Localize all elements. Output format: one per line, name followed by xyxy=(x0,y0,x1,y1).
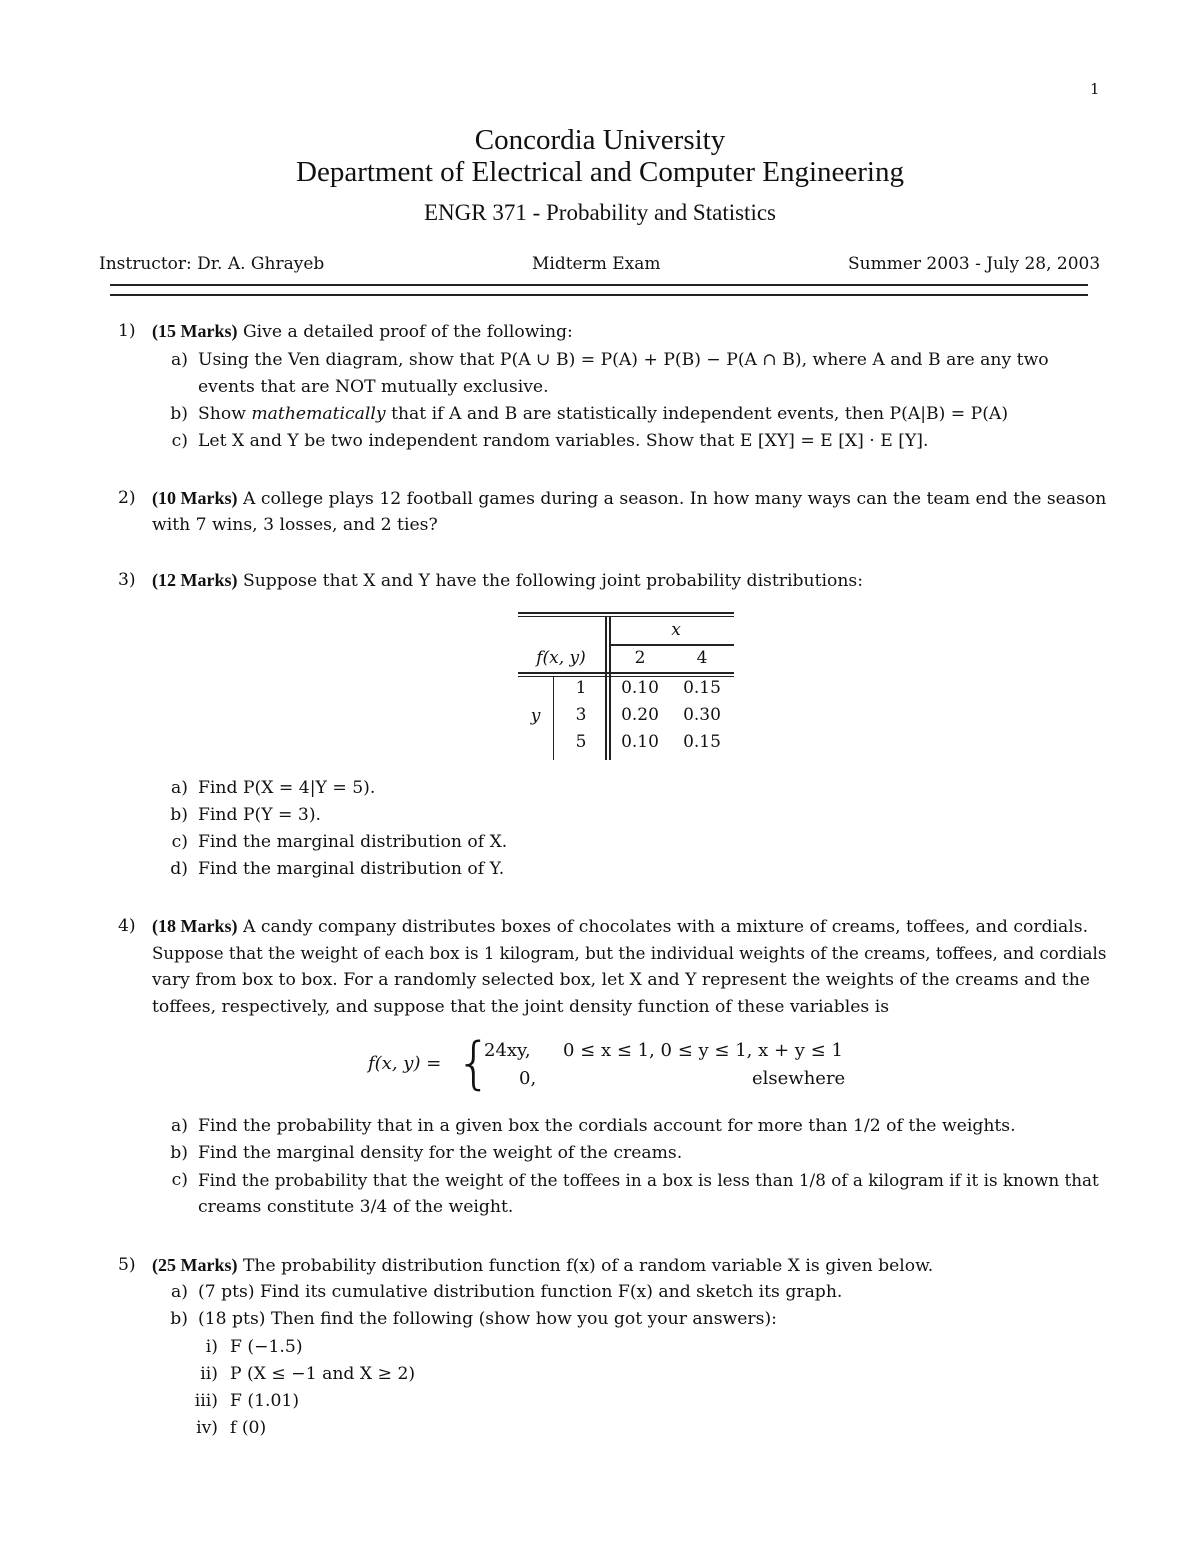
part-text: Find the marginal density for the weight of the creams. xyxy=(198,1143,683,1163)
exam-title: Midterm Exam xyxy=(532,254,661,274)
density-lhs-text: f(x, y) = xyxy=(368,1053,442,1074)
part-label: c) xyxy=(171,832,188,852)
course-title: ENGR 371 - Probability and Statistics xyxy=(423,200,776,225)
page-number: 1 xyxy=(1090,80,1100,98)
part-label: a) xyxy=(171,1282,188,1302)
table-cell: 0.30 xyxy=(683,705,721,725)
university-title: Concordia University xyxy=(474,124,726,156)
part-label: b) xyxy=(170,1309,188,1329)
question-1 xyxy=(0,318,1200,348)
part-text: Find P(X = 4|Y = 5). xyxy=(198,778,376,798)
subpart-label: ii) xyxy=(200,1364,218,1384)
question-text: The probability distribution function f(x) of a random variable X is given below. xyxy=(242,1256,934,1276)
part-text-cont: creams constitute 3/4 of the weight. xyxy=(198,1197,514,1217)
subpart-label: i) xyxy=(205,1337,218,1357)
question-4-part-b xyxy=(0,1140,1200,1168)
part-label: c) xyxy=(171,1170,188,1190)
question-text: Give a detailed proof of the following: xyxy=(242,322,573,342)
question-2 xyxy=(0,485,1200,541)
part-label: b) xyxy=(170,404,188,424)
question-3-part-c xyxy=(0,829,1200,857)
table-cell: 0.20 xyxy=(621,705,659,725)
part-text: Using the Ven diagram, show that P(A ∪ B) = P(A) + P(B) − P(A ∩ B), where A and B are any two xyxy=(198,350,1049,370)
part-label: b) xyxy=(170,1143,188,1163)
subpart-text: f (0) xyxy=(230,1418,267,1438)
table-cell: 0.15 xyxy=(683,678,721,698)
table-cell: 0.10 xyxy=(621,732,659,752)
part-text: Find the probability that the weight of the toffees in a box is less than 1/8 of a kilogram if it is known that xyxy=(198,1170,1099,1190)
x-axis-label: x xyxy=(671,620,681,640)
part-label: c) xyxy=(171,431,188,451)
density-case-1-cond: 0 ≤ x ≤ 1, 0 ≤ y ≤ 1, x + y ≤ 1 xyxy=(563,1040,843,1061)
part-text: Find the probability that in a given box the cordials account for more than 1/2 of the weights. xyxy=(198,1116,1016,1136)
density-case-2-cond: elsewhere xyxy=(752,1068,846,1089)
question-1-part-c xyxy=(0,428,1200,456)
x-value: 2 xyxy=(634,648,646,668)
question-5-subpart xyxy=(0,1415,1200,1443)
question-4-part-c xyxy=(0,1167,1200,1223)
question-5-part-b xyxy=(0,1306,1200,1334)
y-value: 5 xyxy=(575,732,587,752)
subpart-label: iv) xyxy=(196,1418,218,1438)
question-text: Suppose that X and Y have the following joint probability distributions: xyxy=(242,571,864,591)
department-title: Department of Electrical and Computer Engineering xyxy=(296,156,904,188)
y-axis-label: y xyxy=(530,706,541,726)
brace-icon: { xyxy=(456,1031,492,1096)
question-number: 4) xyxy=(118,916,136,936)
y-value: 1 xyxy=(575,678,587,698)
question-3-part-a xyxy=(0,775,1200,803)
question-text-cont: Suppose that the weight of each box is 1 kilogram, but the individual weights of the creams, toffees, and cordials xyxy=(152,944,1107,963)
question-marks: (25 Marks) xyxy=(152,1255,238,1275)
part-text: (7 pts) Find its cumulative distribution function F(x) and sketch its graph. xyxy=(198,1282,843,1302)
exam-date: Summer 2003 - July 28, 2003 xyxy=(848,254,1101,274)
question-number: 5) xyxy=(118,1255,136,1275)
question-4 xyxy=(0,913,1200,1023)
table-cell: 0.10 xyxy=(621,678,659,698)
joint-probability-table xyxy=(518,612,734,760)
subpart-text: F (−1.5) xyxy=(230,1337,303,1357)
question-marks: (18 Marks) xyxy=(152,916,238,936)
question-5-subpart xyxy=(0,1361,1200,1389)
question-4-part-a xyxy=(0,1113,1200,1141)
part-text: Find P(Y = 3). xyxy=(198,805,322,825)
separator-line xyxy=(110,284,1088,296)
density-lhs xyxy=(368,1053,441,1074)
y-value: 3 xyxy=(575,705,587,725)
question-5-subpart xyxy=(0,1334,1200,1362)
question-text-cont: with 7 wins, 3 losses, and 2 ties? xyxy=(152,515,438,535)
part-label: a) xyxy=(171,778,188,798)
part-label: a) xyxy=(171,350,188,370)
part-label: b) xyxy=(170,805,188,825)
part-text: Let X and Y be two independent random variables. Show that E [XY] = E [X] · E [Y]. xyxy=(198,431,929,451)
question-text: A college plays 12 football games during a season. In how many ways can the team end the season xyxy=(242,489,1107,509)
question-5 xyxy=(0,1252,1200,1282)
question-1-part-b xyxy=(0,401,1200,429)
instructor-line: Instructor: Dr. A. Ghrayeb xyxy=(99,254,325,274)
question-text-cont: toffees, respectively, and suppose that the joint density function of these variables is xyxy=(152,997,890,1017)
question-1-part-a xyxy=(0,347,1200,403)
question-marks: (15 Marks) xyxy=(152,321,238,341)
part-label: d) xyxy=(170,859,188,879)
subpart-label: iii) xyxy=(194,1391,218,1411)
question-5-subpart xyxy=(0,1388,1200,1416)
part-text: Find the marginal distribution of X. xyxy=(198,832,508,852)
question-3-part-b xyxy=(0,802,1200,830)
question-3 xyxy=(0,567,1200,597)
subpart-text: P (X ≤ −1 and X ≥ 2) xyxy=(230,1364,416,1384)
table-cell: 0.15 xyxy=(683,732,721,752)
question-number: 1) xyxy=(118,321,136,341)
emphasis-text: mathematically xyxy=(251,404,386,424)
question-text-cont: vary from box to box. For a randomly selected box, let X and Y represent the weights of the creams and the xyxy=(152,970,1090,990)
question-number: 2) xyxy=(118,488,136,508)
part-text-pre: Show xyxy=(198,404,246,424)
density-case-1-expr: 24xy, xyxy=(484,1040,531,1061)
x-value: 4 xyxy=(696,648,708,668)
subpart-text: F (1.01) xyxy=(230,1391,300,1411)
question-number: 3) xyxy=(118,570,136,590)
part-label: a) xyxy=(171,1116,188,1136)
part-text-post: that if A and B are statistically independent events, then P(A|B) = P(A) xyxy=(391,404,1009,424)
part-text: (18 pts) Then find the following (show how you got your answers): xyxy=(198,1309,777,1329)
part-text: Find the marginal distribution of Y. xyxy=(198,859,505,879)
part-text-cont: events that are NOT mutually exclusive. xyxy=(198,377,549,397)
question-marks: (12 Marks) xyxy=(152,570,238,590)
question-marks: (10 Marks) xyxy=(152,488,238,508)
density-case-2-expr: 0, xyxy=(519,1068,537,1089)
question-text: A candy company distributes boxes of chocolates with a mixture of creams, toffees, and cordials. xyxy=(242,917,1089,937)
question-3-part-d xyxy=(0,856,1200,884)
question-5-part-a xyxy=(0,1279,1200,1307)
fxy-label: f(x, y) xyxy=(536,648,586,668)
